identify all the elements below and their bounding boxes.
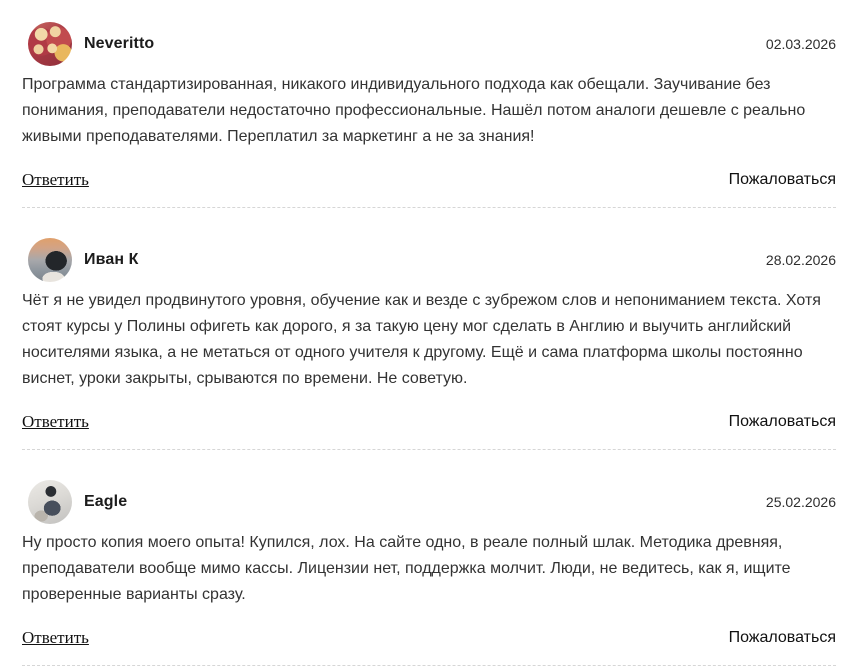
review-text: Чёт я не увидел продвинутого уровня, обучение как и везде с зубрежом слов и непониманием текста. Хотя стоят курсы у Полины офигеть как дорого, я за такую цену мог сделать в Англию и выучить английский носителями языка, а не метаться от одного учителя к другому. Ещё и сама платформа школы постоянно виснет, уроки закрыты, срываются по времени. Не советую. xyxy=(22,292,821,387)
review-date: 28.02.2026 xyxy=(765,252,836,268)
review-actions xyxy=(22,412,836,450)
review-date: 02.03.2026 xyxy=(765,36,836,52)
review-item xyxy=(22,22,836,208)
avatar xyxy=(28,22,72,66)
review-item xyxy=(22,238,836,450)
report-link[interactable]: Пожаловаться xyxy=(728,629,836,646)
review-actions xyxy=(22,628,836,666)
review-actions xyxy=(22,170,836,208)
review-text: Ну просто копия моего опыта! Купился, лох. На сайте одно, в реале полный шлак. Методика древняя, преподаватели вообще мимо кассы. Лицензии нет, поддержка молчит. Люди, не ведитесь, как я, ищите проверенные варианты сразу. xyxy=(22,534,791,603)
review-author: Иван К xyxy=(84,251,139,268)
review-author: Eagle xyxy=(84,493,128,510)
avatar xyxy=(28,480,72,524)
reply-link[interactable]: Ответить xyxy=(22,412,89,431)
review-text: Программа стандартизированная, никакого индивидуального подхода как обещали. Заучивание без понимания, преподаватели недостаточно профессиональные. Нашёл потом аналоги дешевле с реально живыми преподавателями. Переплатил за маркетинг а не за знания! xyxy=(22,76,806,145)
review-item xyxy=(22,480,836,666)
review-header xyxy=(22,22,836,66)
review-header xyxy=(22,238,836,282)
review-date: 25.02.2026 xyxy=(765,494,836,510)
report-link[interactable]: Пожаловаться xyxy=(728,171,836,188)
report-link[interactable]: Пожаловаться xyxy=(728,413,836,430)
avatar xyxy=(28,238,72,282)
reply-link[interactable]: Ответить xyxy=(22,170,89,189)
review-author: Neveritto xyxy=(84,35,155,52)
review-header xyxy=(22,480,836,524)
reply-link[interactable]: Ответить xyxy=(22,628,89,647)
